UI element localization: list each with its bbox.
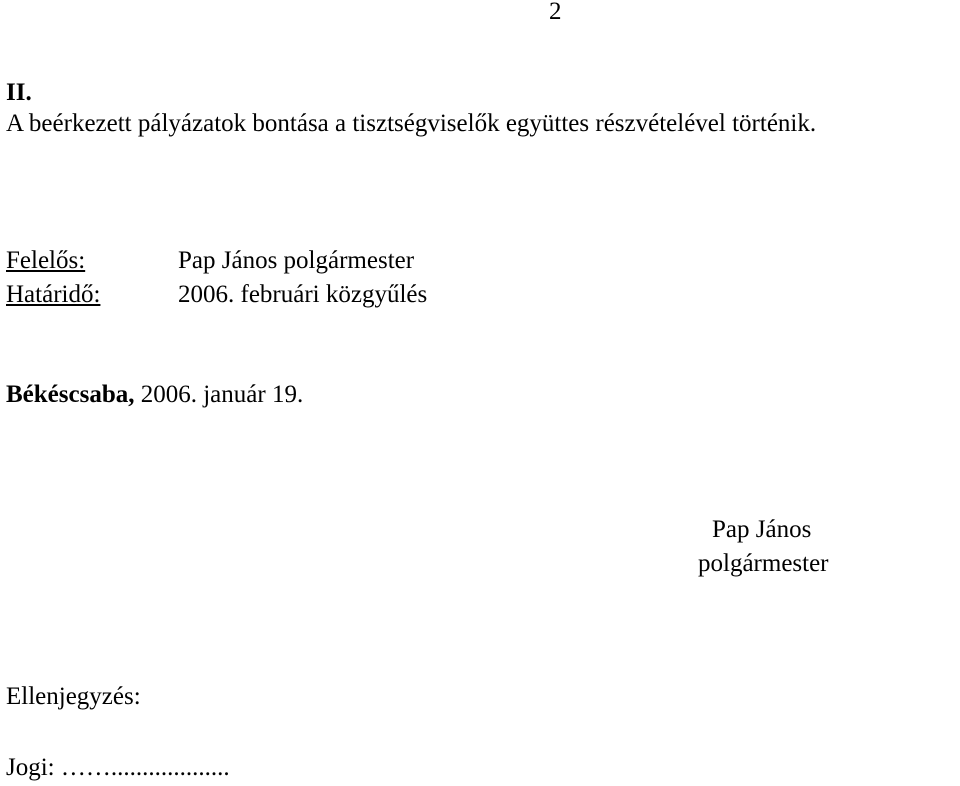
- countersign-label: Ellenjegyzés:: [6, 683, 141, 710]
- section-heading: II.: [6, 79, 32, 106]
- responsible-value: Pap János polgármester: [178, 247, 415, 274]
- responsible-label: Felelős:: [6, 247, 86, 274]
- signatory-title: polgármester: [698, 550, 829, 577]
- deadline-value: 2006. februári közgyűlés: [178, 281, 428, 308]
- page-number: 2: [549, 0, 562, 25]
- section-text: A beérkezett pályázatok bontása a tisztségviselők együttes részvételével történik.: [6, 110, 817, 137]
- place-date-line: [6, 381, 303, 410]
- place-name: Békéscsaba,: [6, 381, 135, 408]
- signatory-name: Pap János: [712, 516, 812, 543]
- date-text: 2006. január 19.: [140, 381, 304, 408]
- legal-countersign-line: Jogi: ……...................: [6, 754, 230, 781]
- deadline-label: Határidő:: [6, 281, 101, 308]
